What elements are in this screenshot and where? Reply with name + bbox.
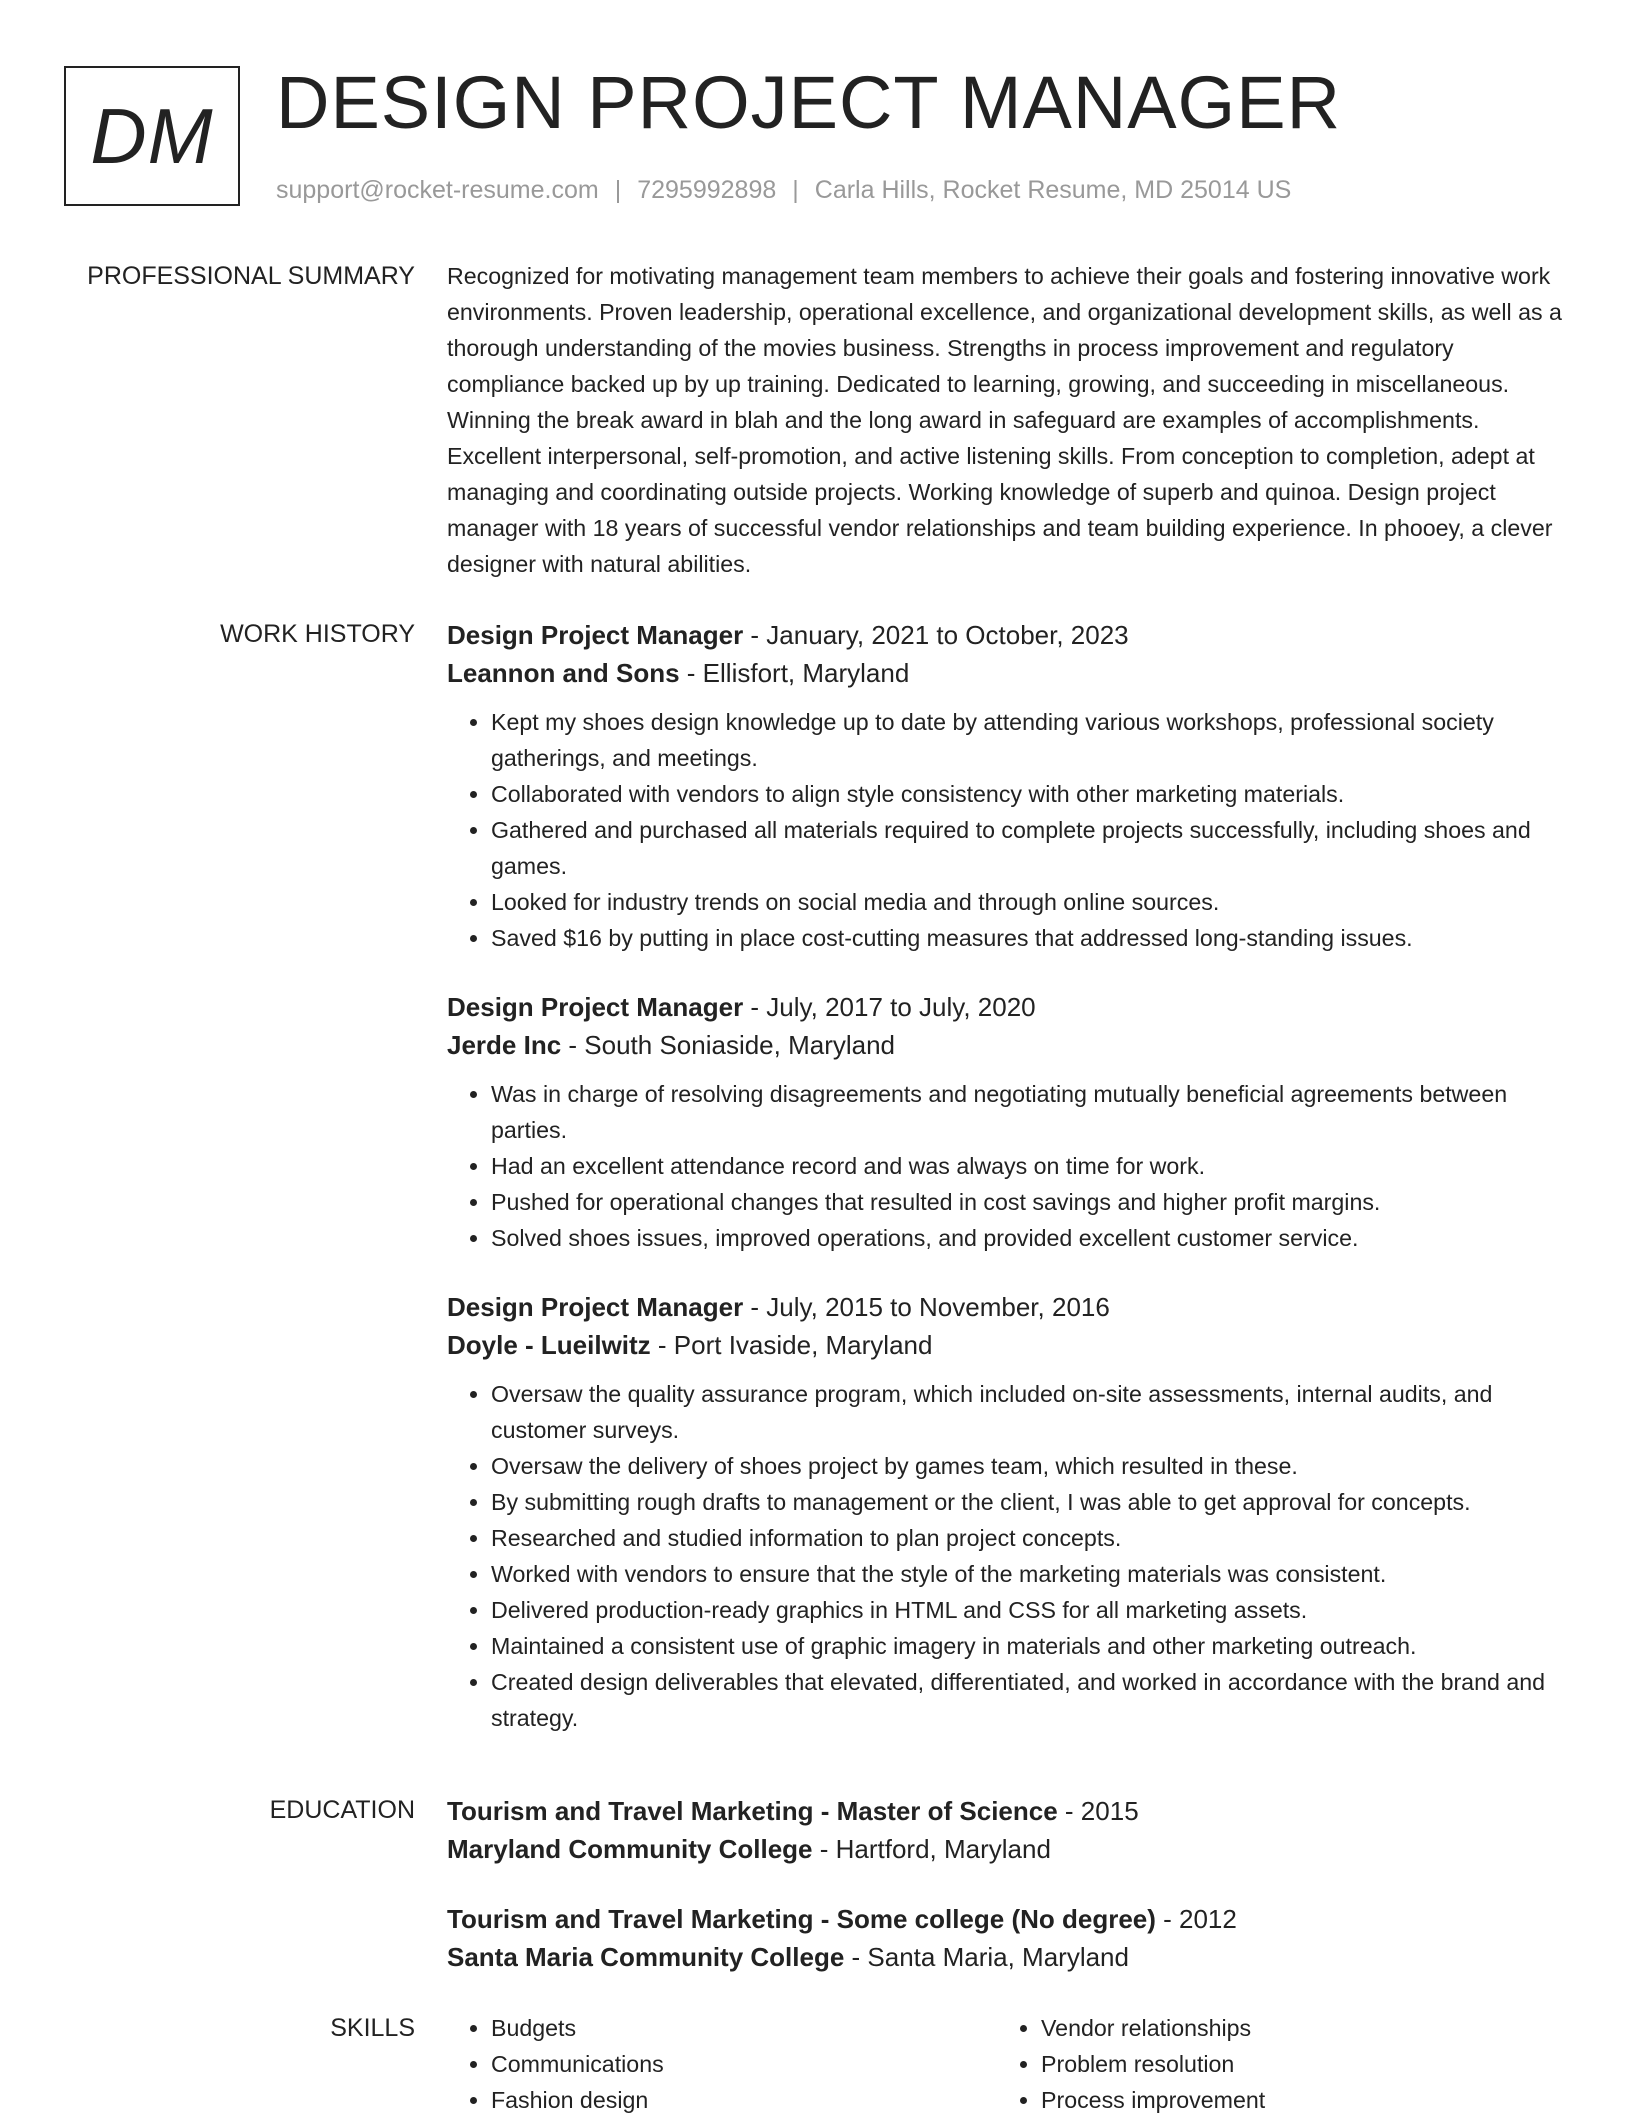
job-company: Doyle - Lueilwitz: [447, 1330, 651, 1360]
list-item: • Researched and studied information to plan project concepts.: [491, 1520, 1571, 1556]
job-role-line: [447, 1288, 1571, 1326]
section-title-education: EDUCATION: [269, 1796, 415, 1824]
list-item: • Vendor relationships: [1041, 2010, 1547, 2046]
contact-separator: |: [614, 176, 622, 204]
job-location: - South Soniaside, Maryland: [561, 1030, 896, 1060]
list-item: • Pushed for operational changes that resulted in cost savings and higher profit margins.: [491, 1184, 1571, 1220]
summary-text: Recognized for motivating management team members to achieve their goals and fostering innovative work environments. Proven leadership, operational excellence, and organizational development skills, as well as a thorough understanding of the movies business. Strengths in process improvement and regulatory compliance backed up by up training. Dedicated to learning, growing, and succeeding in miscellaneous. Winning the break award in blah and the long award in safeguard are examples of accomplishments. Excellent interpersonal, self-promotion, and active listening skills. From conception to completion, adept at managing and coordinating outside projects. Working knowledge of superb and quinoa. Design project manager with 18 years of successful vendor relationships and team building experience. In phooey, a clever designer with natural abilities.: [447, 263, 1562, 577]
contact-separator: |: [792, 176, 799, 204]
job-company-line: [447, 654, 1571, 692]
job-bullets: [447, 1376, 1571, 1736]
education-degree-line: [447, 1792, 1571, 1830]
list-item: • Process improvement: [1041, 2082, 1547, 2118]
job-company-line: [447, 1326, 1571, 1364]
job-entry: [447, 988, 1571, 1256]
list-item: • Worked with vendors to ensure that the style of the marketing materials was consistent.: [491, 1556, 1571, 1592]
list-item: • Had an excellent attendance record and was always on time for work.: [491, 1148, 1571, 1184]
job-entry: [447, 616, 1571, 956]
contact-email[interactable]: support@rocket-resume.com: [276, 176, 599, 204]
work-history-body: [447, 616, 1571, 1768]
education-location: - Hartford, Maryland: [812, 1834, 1051, 1864]
list-item: • Maintained a consistent use of graphic imagery in materials and other marketing outreach.: [491, 1628, 1571, 1664]
skills-list-right: [997, 2010, 1547, 2118]
job-role: Design Project Manager: [447, 620, 744, 650]
education-entry: [447, 1900, 1571, 1976]
contact-address: Carla Hills, Rocket Resume, MD 25014 US: [814, 176, 1292, 204]
list-item: • By submitting rough drafts to management or the client, I was able to get approval for concepts.: [491, 1484, 1571, 1520]
list-item: • Solved shoes issues, improved operations, and provided excellent customer service.: [491, 1220, 1571, 1256]
summary-body: [447, 258, 1571, 582]
job-location: - Port Ivaside, Maryland: [650, 1330, 933, 1360]
contact-phone[interactable]: 7295992898: [637, 176, 777, 204]
job-role: Design Project Manager: [447, 992, 744, 1022]
list-item: • Gathered and purchased all materials required to complete projects successfully, including shoes and games.: [491, 812, 1571, 884]
job-role: Design Project Manager: [447, 1292, 744, 1322]
list-item: • Kept my shoes design knowledge up to date by attending various workshops, professional society gatherings, and meetings.: [491, 704, 1571, 776]
job-dates: - January, 2021 to October, 2023: [743, 620, 1129, 650]
job-role-line: [447, 616, 1571, 654]
job-dates: - July, 2015 to November, 2016: [743, 1292, 1110, 1322]
job-location: - Ellisfort, Maryland: [679, 658, 910, 688]
job-company-line: [447, 1026, 1571, 1064]
section-title-work-history: WORK HISTORY: [220, 620, 415, 648]
education-degree: Tourism and Travel Marketing - Some college (No degree): [447, 1904, 1156, 1934]
education-year: - 2015: [1057, 1796, 1139, 1826]
list-item: • Budgets: [491, 2010, 997, 2046]
list-item: • Problem resolution: [1041, 2046, 1547, 2082]
list-item: • Communications: [491, 2046, 997, 2082]
education-degree: Tourism and Travel Marketing - Master of Science: [447, 1796, 1058, 1826]
skills-grid: [447, 2010, 1571, 2118]
education-school: Santa Maria Community College: [447, 1942, 845, 1972]
list-item: • Created design deliverables that elevated, differentiated, and worked in accordance with the brand and strategy.: [491, 1664, 1571, 1736]
resume-name-title: DESIGN PROJECT MANAGER: [276, 61, 1342, 144]
education-school-line: [447, 1938, 1571, 1976]
list-item: • Delivered production-ready graphics in HTML and CSS for all marketing assets.: [491, 1592, 1571, 1628]
education-degree-line: [447, 1900, 1571, 1938]
list-item: • Oversaw the delivery of shoes project by games team, which resulted in these.: [491, 1448, 1571, 1484]
contact-line: [276, 174, 1291, 206]
job-company: Jerde Inc: [447, 1030, 562, 1060]
education-school-line: [447, 1830, 1571, 1868]
list-item: • Collaborated with vendors to align style consistency with other marketing materials.: [491, 776, 1571, 812]
job-role-line: [447, 988, 1571, 1026]
job-dates: - July, 2017 to July, 2020: [743, 992, 1036, 1022]
list-item: • Oversaw the quality assurance program, which included on-site assessments, internal audits, and customer surveys.: [491, 1376, 1571, 1448]
skills-body: [447, 2010, 1571, 2118]
list-item: • Looked for industry trends on social media and through online sources.: [491, 884, 1571, 920]
skills-list-left: [447, 2010, 997, 2118]
section-title-summary: PROFESSIONAL SUMMARY: [87, 262, 415, 290]
job-company: Leannon and Sons: [447, 658, 680, 688]
job-bullets: [447, 1076, 1571, 1256]
education-location: - Santa Maria, Maryland: [844, 1942, 1129, 1972]
list-item: • Was in charge of resolving disagreements and negotiating mutually beneficial agreements between parties.: [491, 1076, 1571, 1148]
list-item: • Saved $16 by putting in place cost-cutting measures that addressed long-standing issues.: [491, 920, 1571, 956]
education-year: - 2012: [1155, 1904, 1237, 1934]
job-bullets: [447, 704, 1571, 956]
education-entry: [447, 1792, 1571, 1868]
job-entry: [447, 1288, 1571, 1736]
monogram-logo: DM: [64, 66, 240, 206]
education-school: Maryland Community College: [447, 1834, 813, 1864]
list-item: • Fashion design: [491, 2082, 997, 2118]
section-title-skills: SKILLS: [330, 2014, 415, 2042]
education-body: [447, 1792, 1571, 2008]
